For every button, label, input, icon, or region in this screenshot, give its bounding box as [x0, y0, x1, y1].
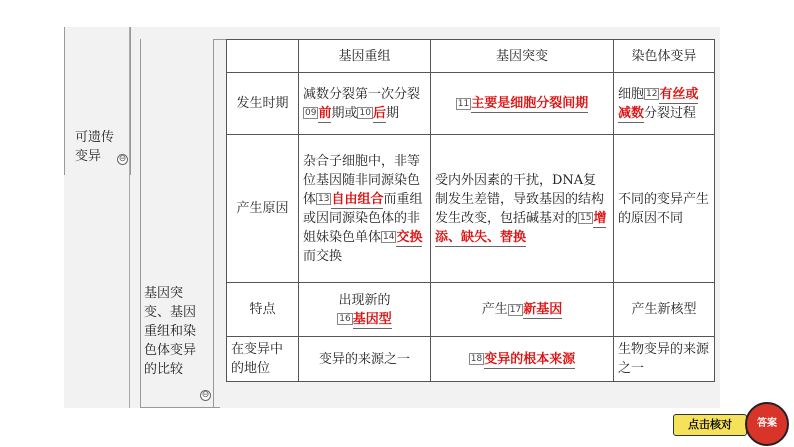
header-cell: 基因重组 [299, 40, 431, 73]
cell-recombination: 减数分裂第一次分裂09 前期或 10 后期 [299, 73, 431, 135]
answer-number-badge[interactable]: 16 [339, 314, 351, 324]
cell-recombination: 变异的来源之一 [299, 337, 431, 382]
answer-text: 有丝或减数 [618, 86, 699, 121]
outline-connector [213, 39, 226, 40]
collapse-toggle-top[interactable]: ⊖ [118, 154, 127, 164]
cell-chromosome: 生物变异的来源之一 [614, 337, 715, 382]
row-label: 发生时期 [227, 73, 299, 135]
check-answers-button[interactable]: 点击核对 [673, 414, 747, 436]
answer-text: 主要是细胞分裂间期 [471, 96, 589, 111]
header-cell: 基因突变 [431, 40, 614, 73]
answer-text: 新基因 [523, 302, 563, 317]
answer-text: 增添、缺失、替换 [435, 210, 607, 245]
answer-number-badge[interactable]: 13 [318, 194, 330, 204]
cell-recombination: 出现新的 16 基因型 [299, 283, 431, 337]
comparison-table [226, 39, 715, 382]
header-cell [227, 40, 299, 73]
answer-text: 交换 [396, 229, 423, 245]
answer-number-badge[interactable]: 12 [646, 89, 658, 99]
collapse-toggle-sub[interactable]: ⊖ [201, 390, 210, 400]
header-cell: 染色体变异 [614, 40, 715, 73]
cell-recombination: 杂合子细胞中，非等位基因随非同源染色体 13 自由组合而重组或因同源染色体的非姐妹染色单体 14 交换而交换 [299, 135, 431, 283]
outline-mid [129, 27, 130, 408]
row-label: 产生原因 [227, 135, 299, 283]
cell-mutation: 受内外因素的干扰，DNA复制发生差错，导致基因的结构发生改变，包括碱基对的 15 增添、缺失、替换 [431, 135, 614, 283]
table-row [227, 135, 715, 283]
row-label: 特点 [227, 283, 299, 337]
branch-hereditary-variation: 可遗传变异 [75, 130, 115, 164]
cell-chromosome: 不同的变异产生的原因不同 [614, 135, 715, 283]
table-header-row [227, 40, 715, 73]
table-row [227, 337, 715, 382]
cell-chromosome: 细胞 12 有丝或减数分裂过程 [614, 73, 715, 135]
answer-number-badge[interactable]: 14 [383, 232, 395, 242]
answer-number-badge[interactable]: 17 [509, 304, 522, 315]
answer-button[interactable]: 答案 [745, 402, 789, 446]
table-row [227, 73, 715, 135]
outline-bottom [140, 407, 220, 408]
answer-number-badge[interactable]: 11 [457, 98, 470, 109]
cell-mutation: 产生 17 新基因 [431, 283, 614, 337]
answer-number-badge[interactable]: 15 [580, 213, 592, 223]
answer-text: 基因型 [352, 311, 392, 327]
answer-number-badge[interactable]: 18 [470, 354, 483, 364]
cell-mutation [431, 337, 614, 382]
cell-chromosome: 产生新核型 [614, 283, 715, 337]
answer-number-badge[interactable]: 09 [305, 108, 317, 118]
outline-connector-v [213, 39, 214, 407]
answer-text: 自由组合 [331, 191, 384, 207]
answer-text: 后 [372, 105, 386, 121]
cell-mutation [431, 73, 614, 135]
row-label: 在变异中的地位 [227, 337, 299, 382]
outline-sub [140, 39, 141, 408]
answer-text: 变异的根本来源 [484, 351, 576, 367]
table-row [227, 283, 715, 337]
answer-number-badge[interactable]: 10 [359, 108, 371, 118]
answer-text: 前 [318, 105, 332, 121]
branch-comparison: 基因突变、基因重组和染色体变异的比较 [144, 286, 197, 377]
